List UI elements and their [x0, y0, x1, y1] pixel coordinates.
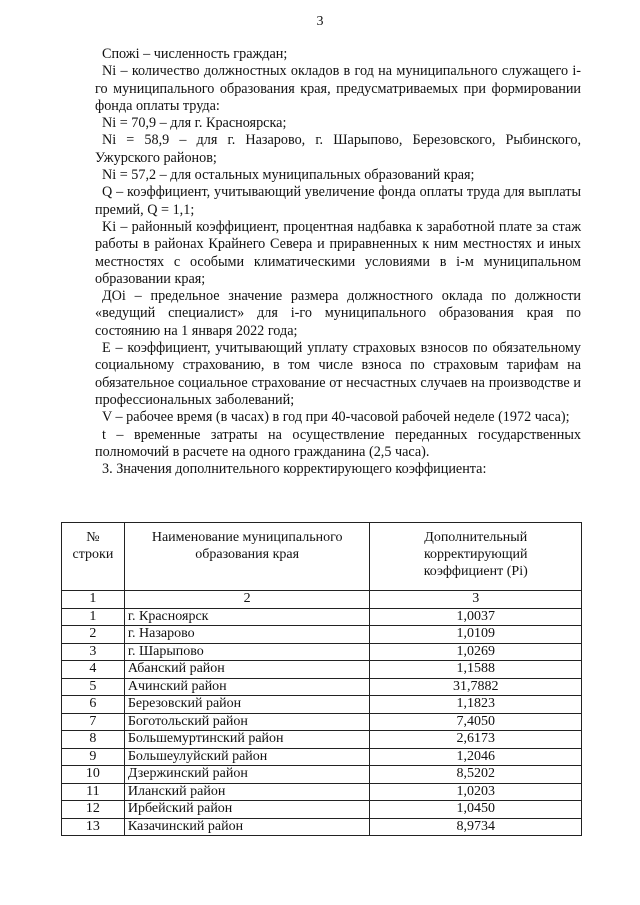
table-row	[62, 783, 582, 801]
coefficient-value: 1,1823	[370, 696, 582, 714]
page-number: 3	[316, 14, 324, 29]
coefficient-value: 1,0450	[370, 801, 582, 819]
paragraph: Е – коэффициент, учитывающий уплату страховых взносов по обязательному социальному страхованию, в том числе взноса по страховым тарифам на обязательное социальное страхование от несчастных случаев на производстве и профессиональных заболеваний;	[95, 340, 581, 408]
row-number: 8	[62, 731, 125, 749]
table-row	[62, 643, 582, 661]
paragraph: Ni = 70,9 – для г. Красноярска;	[102, 115, 287, 132]
municipality-name: Березовский район	[124, 696, 370, 714]
table-row	[62, 608, 582, 626]
row-number: 12	[62, 801, 125, 819]
coefficient-value: 7,4050	[370, 713, 582, 731]
municipality-name: г. Шарыпово	[124, 643, 370, 661]
header-name: Наименование муниципального образования края	[124, 523, 370, 591]
municipality-name: Большеулуйский район	[124, 748, 370, 766]
table-row	[62, 731, 582, 749]
row-number: 11	[62, 783, 125, 801]
paragraph: V – рабочее время (в часах) в год при 40-часовой рабочей неделе (1972 часа);	[102, 409, 570, 426]
municipality-name: Абанский район	[124, 661, 370, 679]
row-number: 9	[62, 748, 125, 766]
municipality-name: Ачинский район	[124, 678, 370, 696]
row-number: 13	[62, 818, 125, 836]
table-row	[62, 626, 582, 644]
coefficient-value: 1,0203	[370, 783, 582, 801]
municipality-name: Большемуртинский район	[124, 731, 370, 749]
paragraph: t – временные затраты на осуществление переданных государственных полномочий в расчете на одного гражданина (2,5 часа).	[95, 426, 581, 460]
municipality-name: г. Красноярск	[124, 608, 370, 626]
column-number: 2	[124, 591, 370, 609]
table-row	[62, 678, 582, 696]
paragraph: Ki – районный коэффициент, процентная надбавка к заработной плате за стаж работы в районах Крайнего Севера и приравненных к ним местностях и иных местностях с особыми климатическими условиями в i-м муниципальном образовании края;	[95, 218, 581, 287]
header-coefficient: Дополнительный корректирующий коэффициент (Pi)	[370, 523, 582, 591]
table-row	[62, 748, 582, 766]
paragraph: Q – коэффициент, учитывающий увеличение фонда оплаты труда для выплаты премий, Q = 1,1;	[95, 184, 581, 218]
municipality-name: Казачинский район	[124, 818, 370, 836]
table-row	[62, 696, 582, 714]
table-row	[62, 818, 582, 836]
municipality-name: Ирбейский район	[124, 801, 370, 819]
paragraph: Ni – количество должностных окладов в год на муниципального служащего i-го муниципального образования края, предусматриваемых при формировании фонда оплаты труда:	[95, 63, 581, 114]
paragraph: Ni = 58,9 – для г. Назарово, г. Шарыпово, Березовского, Рыбинского, Ужурского районов;	[95, 132, 581, 166]
paragraph: Спожi – численность граждан;	[102, 46, 288, 62]
header-row-number: № строки	[62, 523, 125, 591]
row-number: 3	[62, 643, 125, 661]
row-number: 10	[62, 766, 125, 784]
row-number: 4	[62, 661, 125, 679]
coefficient-value: 1,2046	[370, 748, 582, 766]
paragraph: ДОi – предельное значение размера должностного оклада по должности «ведущий специалист» для i-го муниципального образования края по состоянию на 1 января 2022 года;	[95, 288, 581, 339]
coefficient-table	[61, 522, 582, 836]
row-number: 1	[62, 608, 125, 626]
municipality-name: г. Назарово	[124, 626, 370, 644]
table-row	[62, 661, 582, 679]
coefficient-value: 1,1588	[370, 661, 582, 679]
row-number: 6	[62, 696, 125, 714]
row-number: 5	[62, 678, 125, 696]
coefficient-value: 1,0109	[370, 626, 582, 644]
municipality-name: Боготольский район	[124, 713, 370, 731]
paragraph: Ni = 57,2 – для остальных муниципальных образований края;	[102, 167, 475, 184]
table-row	[62, 713, 582, 731]
municipality-name: Иланский район	[124, 783, 370, 801]
row-number: 2	[62, 626, 125, 644]
coefficient-value: 1,0269	[370, 643, 582, 661]
body-text	[95, 46, 581, 478]
municipality-name: Дзержинский район	[124, 766, 370, 784]
column-number: 1	[62, 591, 125, 609]
row-number: 7	[62, 713, 125, 731]
coefficient-value: 8,9734	[370, 818, 582, 836]
coefficient-value: 1,0037	[370, 608, 582, 626]
paragraph: 3. Значения дополнительного корректирующего коэффициента:	[102, 461, 487, 478]
coefficient-value: 31,7882	[370, 678, 582, 696]
table-row	[62, 766, 582, 784]
coefficient-value: 8,5202	[370, 766, 582, 784]
table-row	[62, 801, 582, 819]
column-number: 3	[370, 591, 582, 609]
coefficient-value: 2,6173	[370, 731, 582, 749]
